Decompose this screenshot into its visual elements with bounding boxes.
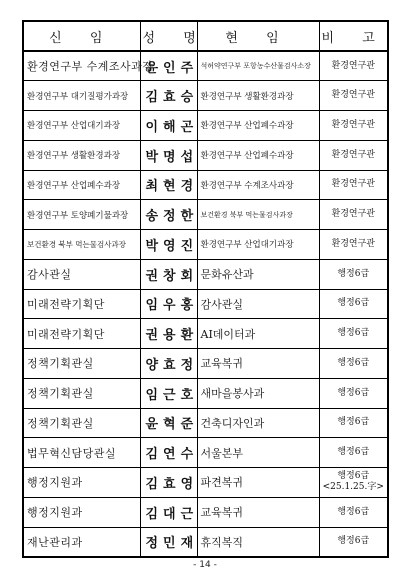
- new-post-cell: 감사관실: [23, 259, 140, 289]
- table-row: [23, 230, 388, 260]
- table-row: [23, 140, 388, 170]
- note-cell: 환경연구관: [319, 140, 388, 170]
- note-cell: 행정6급: [319, 259, 388, 289]
- new-post-cell: 정책기획관실: [23, 408, 140, 438]
- table-row: [23, 319, 388, 349]
- current-post-cell: 환경연구부 산업폐수과장: [197, 140, 319, 170]
- current-post-cell: 문화유산과: [197, 259, 319, 289]
- current-post-cell: 서울본부: [197, 438, 319, 468]
- page-number: - 14 -: [193, 560, 217, 570]
- table-row: [23, 51, 388, 81]
- note-cell: 환경연구관: [319, 111, 388, 141]
- new-post-cell: 정책기획관실: [23, 349, 140, 379]
- current-post-cell: 교육복귀: [197, 497, 319, 527]
- table-row: [23, 170, 388, 200]
- new-post-cell: 행정지원과: [23, 497, 140, 527]
- header-note: 비 고: [319, 21, 388, 51]
- table-row: [23, 289, 388, 319]
- table-row: [23, 259, 388, 289]
- name-cell: 김효영: [140, 468, 197, 498]
- table-row: [23, 111, 388, 141]
- name-cell: 임우홍: [140, 289, 197, 319]
- note-cell: 환경연구관: [319, 51, 388, 81]
- name-cell: 임근호: [140, 378, 197, 408]
- new-post-cell: 환경연구부 대기질평가과장: [23, 81, 140, 111]
- table-row: [23, 408, 388, 438]
- current-post-cell: 건축디자인과: [197, 408, 319, 438]
- table-row: [23, 438, 388, 468]
- current-post-cell: 보건환경 북부 먹는물검사과장: [197, 200, 319, 230]
- name-cell: 박명섭: [140, 140, 197, 170]
- current-post-cell: 석허약연구부 포항농수산물검사소장: [197, 51, 319, 81]
- table-row: [23, 468, 388, 498]
- table-row: [23, 81, 388, 111]
- new-post-cell: 보건환경 북부 먹는물검사과장: [23, 230, 140, 260]
- table-row: [23, 527, 388, 557]
- name-cell: 박영진: [140, 230, 197, 260]
- note-cell: 환경연구관: [319, 81, 388, 111]
- current-post-cell: 환경연구부 생활환경과장: [197, 81, 319, 111]
- note-date: <25.1.25.字>: [322, 482, 384, 493]
- note-cell: 행정6급: [319, 319, 388, 349]
- new-post-cell: 환경연구부 생활환경과장: [23, 140, 140, 170]
- header-name: 성 명: [140, 21, 197, 51]
- note-cell: 행정6급: [319, 289, 388, 319]
- name-cell: 김효승: [140, 81, 197, 111]
- current-post-cell: 휴직복직: [197, 527, 319, 557]
- current-post-cell: 환경연구부 산업대기과장: [197, 230, 319, 260]
- new-post-cell: 환경연구부 토양폐기물과장: [23, 200, 140, 230]
- note-cell: 환경연구관: [319, 230, 388, 260]
- name-cell: 최현경: [140, 170, 197, 200]
- new-post-cell: 미래전략기획단: [23, 319, 140, 349]
- new-post-cell: 환경연구부 산업대기과장: [23, 111, 140, 141]
- note-cell: 행정6급: [319, 497, 388, 527]
- name-cell: 김연수: [140, 438, 197, 468]
- header-new-post: 신 임: [23, 21, 140, 51]
- note-cell: 행정6급: [319, 378, 388, 408]
- header-row: [23, 21, 388, 51]
- current-post-cell: 새마을봉사과: [197, 378, 319, 408]
- current-post-cell: 파견복귀: [197, 468, 319, 498]
- current-post-cell: 감사관실: [197, 289, 319, 319]
- new-post-cell: 미래전략기획단: [23, 289, 140, 319]
- note-grade: 행정6급: [337, 471, 370, 482]
- note-cell: 환경연구관: [319, 200, 388, 230]
- new-post-cell: 법무혁신담당관실: [23, 438, 140, 468]
- table-row: [23, 200, 388, 230]
- name-cell: 양효정: [140, 349, 197, 379]
- new-post-cell: 행정지원과: [23, 468, 140, 498]
- header-current-post: 현 임: [197, 21, 319, 51]
- new-post-cell: 환경연구부 수계조사과장: [23, 51, 140, 81]
- note-cell: 행정6급: [319, 527, 388, 557]
- table-row: [23, 378, 388, 408]
- current-post-cell: AI데이터과: [197, 319, 319, 349]
- note-cell: 행정6급: [319, 408, 388, 438]
- table-row: [23, 497, 388, 527]
- note-cell: 행정6급: [319, 349, 388, 379]
- current-post-cell: 교육복귀: [197, 349, 319, 379]
- name-cell: 이해곤: [140, 111, 197, 141]
- current-post-cell: 환경연구부 산업폐수과장: [197, 111, 319, 141]
- table-body: [23, 51, 388, 557]
- table-row: [23, 349, 388, 379]
- new-post-cell: 환경연구부 산업폐수과장: [23, 170, 140, 200]
- name-cell: 김대근: [140, 497, 197, 527]
- note-cell: 행정6급: [319, 438, 388, 468]
- name-cell: 권용환: [140, 319, 197, 349]
- personnel-table: [22, 20, 389, 558]
- name-cell: 윤인주: [140, 51, 197, 81]
- note-cell: 환경연구관: [319, 170, 388, 200]
- name-cell: 정민재: [140, 527, 197, 557]
- name-cell: 송정한: [140, 200, 197, 230]
- name-cell: 윤혁준: [140, 408, 197, 438]
- current-post-cell: 환경연구부 수계조사과장: [197, 170, 319, 200]
- new-post-cell: 재난관리과: [23, 527, 140, 557]
- name-cell: 권창회: [140, 259, 197, 289]
- table-header: [23, 21, 388, 51]
- new-post-cell: 정책기획관실: [23, 378, 140, 408]
- note-cell: [319, 468, 388, 498]
